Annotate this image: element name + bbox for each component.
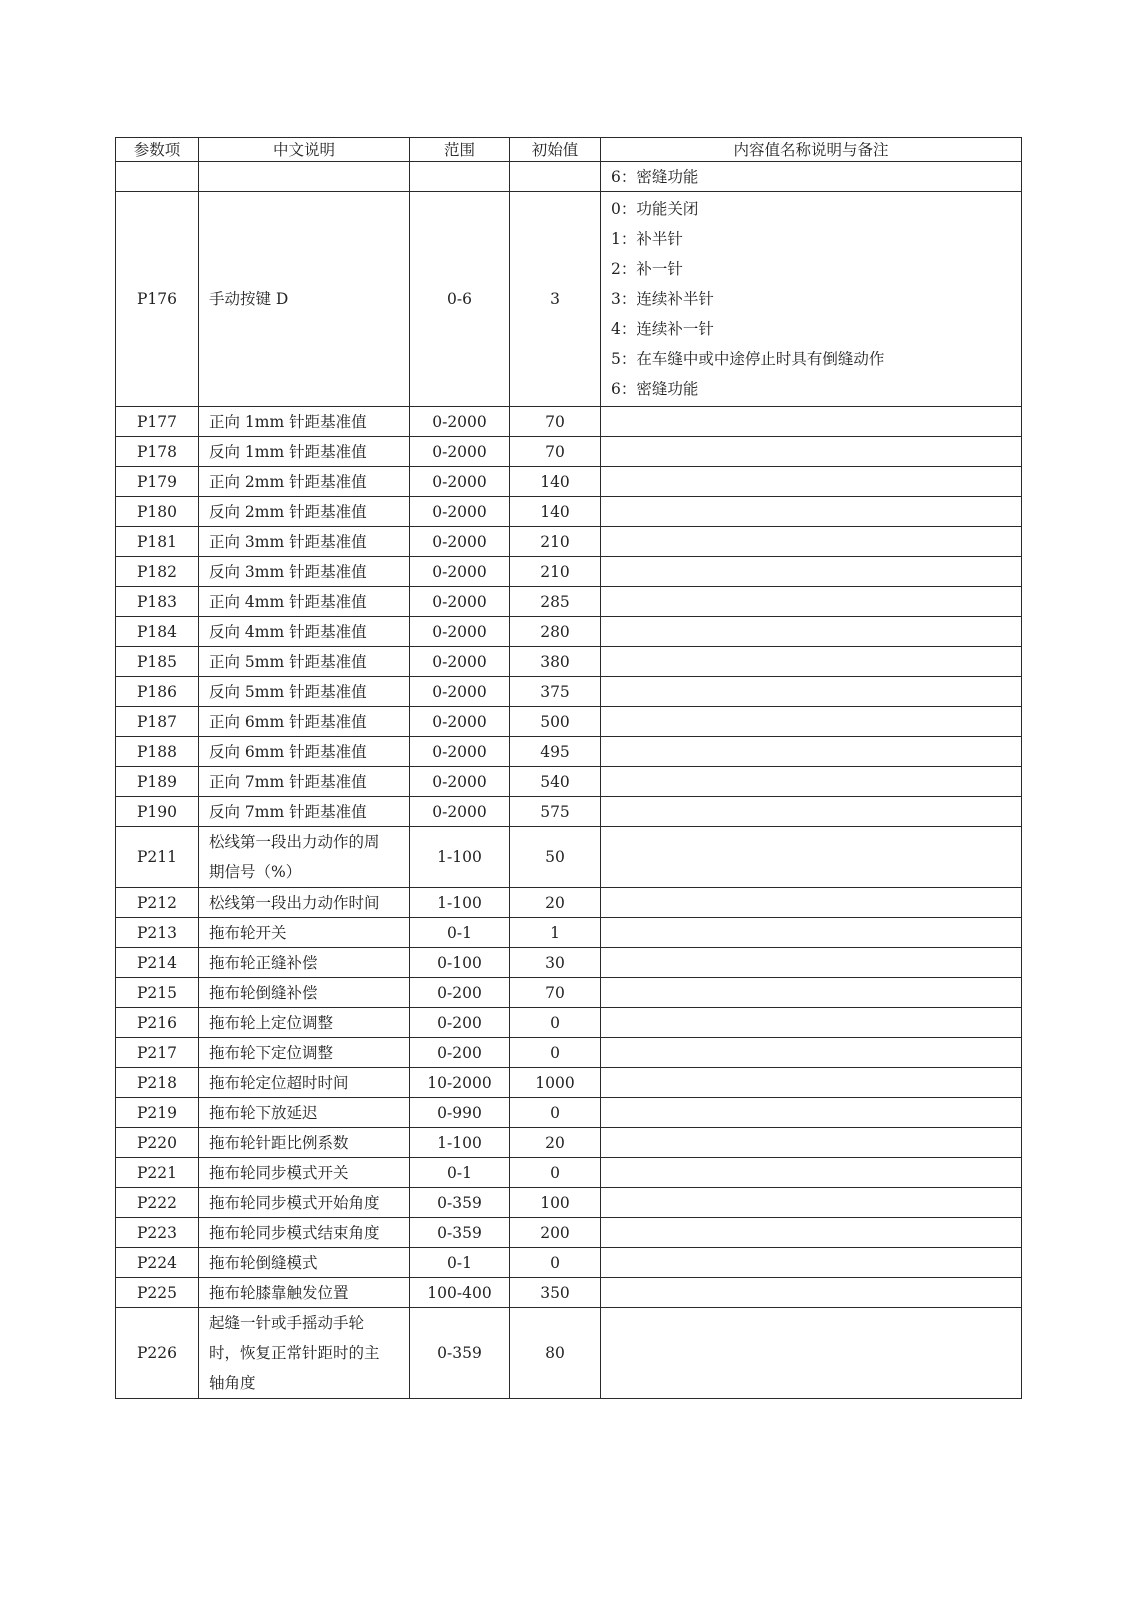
- note-line: 3：连续补半针: [611, 290, 714, 308]
- cell-notes: [601, 1248, 1022, 1278]
- cell-notes: 6：密缝功能: [601, 162, 1022, 192]
- cell-notes: [601, 647, 1022, 677]
- cell-param-id: P180: [116, 497, 199, 527]
- cell-description: 反向 6mm 针距基准值: [199, 737, 410, 767]
- cell-initial-value: 0: [510, 1038, 601, 1068]
- cell-range: 0-2000: [410, 557, 510, 587]
- description-line: 松线第一段出力动作的周: [209, 833, 380, 851]
- header-notes: 内容值名称说明与备注: [601, 138, 1022, 162]
- cell-initial-value: 140: [510, 497, 601, 527]
- cell-param-id: P212: [116, 888, 199, 918]
- note-line: 4：连续补一针: [611, 320, 714, 338]
- header-row: [116, 138, 1022, 162]
- cell-param-id: P216: [116, 1008, 199, 1038]
- cell-range: 0-2000: [410, 617, 510, 647]
- cell-initial-value: 285: [510, 587, 601, 617]
- cell-notes: [601, 737, 1022, 767]
- cell-description: [199, 162, 410, 192]
- cell-param-id: [116, 162, 199, 192]
- cell-description: 正向 3mm 针距基准值: [199, 527, 410, 557]
- table-row: [116, 677, 1022, 707]
- cell-range: 0-200: [410, 1038, 510, 1068]
- table-row: [116, 647, 1022, 677]
- cell-notes: [601, 1008, 1022, 1038]
- cell-range: 100-400: [410, 1278, 510, 1308]
- cell-description: 正向 4mm 针距基准值: [199, 587, 410, 617]
- cell-notes: [601, 1188, 1022, 1218]
- cell-description: 拖布轮开关: [199, 918, 410, 948]
- cell-initial-value: 1000: [510, 1068, 601, 1098]
- cell-range: 0-200: [410, 978, 510, 1008]
- cell-initial-value: 350: [510, 1278, 601, 1308]
- cell-param-id: P217: [116, 1038, 199, 1068]
- table-row: [116, 1158, 1022, 1188]
- cell-description: 正向 2mm 针距基准值: [199, 467, 410, 497]
- table-row: [116, 797, 1022, 827]
- cell-initial-value: 540: [510, 767, 601, 797]
- table-row: [116, 1308, 1022, 1399]
- cell-param-id: P178: [116, 437, 199, 467]
- cell-param-id: P211: [116, 827, 199, 888]
- note-line: 6：密缝功能: [611, 380, 699, 398]
- cell-range: 0-1: [410, 1248, 510, 1278]
- cell-initial-value: [510, 162, 601, 192]
- cell-param-id: P215: [116, 978, 199, 1008]
- table-row: [116, 407, 1022, 437]
- cell-description: 松线第一段出力动作时间: [199, 888, 410, 918]
- cell-description: 反向 1mm 针距基准值: [199, 437, 410, 467]
- table-row: [116, 557, 1022, 587]
- cell-param-id: P224: [116, 1248, 199, 1278]
- table-row: [116, 978, 1022, 1008]
- table-row: [116, 587, 1022, 617]
- cell-param-id: P218: [116, 1068, 199, 1098]
- table-row: [116, 527, 1022, 557]
- table-row: [116, 1248, 1022, 1278]
- cell-param-id: P190: [116, 797, 199, 827]
- cell-param-id: P187: [116, 707, 199, 737]
- table-row: [116, 737, 1022, 767]
- cell-param-id: P189: [116, 767, 199, 797]
- cell-description: 正向 1mm 针距基准值: [199, 407, 410, 437]
- cell-notes: [601, 767, 1022, 797]
- cell-range: 0-2000: [410, 797, 510, 827]
- cell-initial-value: 20: [510, 888, 601, 918]
- cell-range: 0-2000: [410, 527, 510, 557]
- cell-initial-value: 575: [510, 797, 601, 827]
- table-row: [116, 1068, 1022, 1098]
- cell-description: 拖布轮同步模式开始角度: [199, 1188, 410, 1218]
- cell-initial-value: 20: [510, 1128, 601, 1158]
- cell-notes: [601, 1308, 1022, 1399]
- cell-notes: [601, 1158, 1022, 1188]
- cell-description: 反向 7mm 针距基准值: [199, 797, 410, 827]
- header-initial-value: 初始值: [510, 138, 601, 162]
- cell-range: 0-359: [410, 1218, 510, 1248]
- cell-initial-value: 500: [510, 707, 601, 737]
- cell-description: 拖布轮倒缝模式: [199, 1248, 410, 1278]
- table-row: [116, 617, 1022, 647]
- cell-notes: [601, 557, 1022, 587]
- cell-range: 1-100: [410, 1128, 510, 1158]
- cell-notes: [601, 707, 1022, 737]
- cell-range: 0-2000: [410, 647, 510, 677]
- table-row: [116, 1188, 1022, 1218]
- cell-description: 手动按键 D: [199, 192, 410, 407]
- table-row: [116, 437, 1022, 467]
- table-row: [116, 948, 1022, 978]
- cell-param-id: P213: [116, 918, 199, 948]
- cell-description: 反向 5mm 针距基准值: [199, 677, 410, 707]
- cell-initial-value: 200: [510, 1218, 601, 1248]
- cell-initial-value: 30: [510, 948, 601, 978]
- table-row: [116, 918, 1022, 948]
- cell-param-id: P182: [116, 557, 199, 587]
- cell-param-id: P214: [116, 948, 199, 978]
- table-row: [116, 1008, 1022, 1038]
- cell-param-id: P184: [116, 617, 199, 647]
- cell-description: 拖布轮膝靠触发位置: [199, 1278, 410, 1308]
- cell-description: 正向 7mm 针距基准值: [199, 767, 410, 797]
- table-row-p176: [116, 192, 1022, 407]
- cell-param-id: P221: [116, 1158, 199, 1188]
- cell-notes: [601, 797, 1022, 827]
- description-line: 时，恢复正常针距时的主: [209, 1344, 380, 1362]
- cell-notes: [601, 918, 1022, 948]
- cell-initial-value: 3: [510, 192, 601, 407]
- cell-notes: [601, 437, 1022, 467]
- cell-range: 0-2000: [410, 767, 510, 797]
- cell-notes: [601, 467, 1022, 497]
- cell-initial-value: 495: [510, 737, 601, 767]
- description-line: 期信号（%）: [209, 863, 302, 881]
- cell-param-id: P181: [116, 527, 199, 557]
- cell-notes: [601, 587, 1022, 617]
- table-row: [116, 1278, 1022, 1308]
- cell-notes: [601, 497, 1022, 527]
- cell-range: 0-100: [410, 948, 510, 978]
- cell-description: 正向 5mm 针距基准值: [199, 647, 410, 677]
- cell-description: 拖布轮倒缝补偿: [199, 978, 410, 1008]
- cell-initial-value: 280: [510, 617, 601, 647]
- cell-initial-value: 70: [510, 407, 601, 437]
- cell-initial-value: 210: [510, 557, 601, 587]
- header-range: 范围: [410, 138, 510, 162]
- cell-notes: [601, 1068, 1022, 1098]
- table-row: [116, 497, 1022, 527]
- note-line: 2：补一针: [611, 260, 683, 278]
- description-line: 起缝一针或手摇动手轮: [209, 1314, 365, 1332]
- cell-param-id: P176: [116, 192, 199, 407]
- cell-description: [199, 827, 410, 888]
- cell-initial-value: 50: [510, 827, 601, 888]
- cell-param-id: P183: [116, 587, 199, 617]
- cell-param-id: P186: [116, 677, 199, 707]
- cell-notes: [601, 1128, 1022, 1158]
- cell-description: 拖布轮下放延迟: [199, 1098, 410, 1128]
- cell-notes: [601, 407, 1022, 437]
- cell-notes: [601, 527, 1022, 557]
- cell-range: 0-990: [410, 1098, 510, 1128]
- header-param-id: 参数项: [116, 138, 199, 162]
- cell-range: 0-2000: [410, 437, 510, 467]
- cell-initial-value: 70: [510, 437, 601, 467]
- cell-range: 0-359: [410, 1188, 510, 1218]
- description-line: 轴角度: [209, 1374, 256, 1392]
- cell-notes: [601, 1218, 1022, 1248]
- cell-description: 拖布轮下定位调整: [199, 1038, 410, 1068]
- cell-description: 拖布轮定位超时时间: [199, 1068, 410, 1098]
- parameter-table: [115, 137, 1022, 1399]
- cell-param-id: P220: [116, 1128, 199, 1158]
- table-row: [116, 1128, 1022, 1158]
- table-row: [116, 1098, 1022, 1128]
- note-line: 0：功能关闭: [611, 200, 699, 218]
- cell-range: 0-2000: [410, 737, 510, 767]
- cell-notes: [601, 617, 1022, 647]
- table-row: [116, 827, 1022, 888]
- cell-description: 拖布轮同步模式开关: [199, 1158, 410, 1188]
- cell-notes: [601, 948, 1022, 978]
- table-row: [116, 707, 1022, 737]
- cell-range: [410, 162, 510, 192]
- cell-description: 拖布轮上定位调整: [199, 1008, 410, 1038]
- cell-description: 反向 3mm 针距基准值: [199, 557, 410, 587]
- cell-range: 10-2000: [410, 1068, 510, 1098]
- note-line: 1：补半针: [611, 230, 683, 248]
- cell-range: 0-2000: [410, 677, 510, 707]
- cell-param-id: P188: [116, 737, 199, 767]
- cell-param-id: P177: [116, 407, 199, 437]
- cell-notes: [601, 1038, 1022, 1068]
- header-description: 中文说明: [199, 138, 410, 162]
- cell-range: 0-6: [410, 192, 510, 407]
- cell-range: 0-2000: [410, 467, 510, 497]
- table-row: [116, 1218, 1022, 1248]
- continuation-row: [116, 162, 1022, 192]
- cell-description: 反向 2mm 针距基准值: [199, 497, 410, 527]
- cell-notes: [601, 888, 1022, 918]
- table-row: [116, 467, 1022, 497]
- cell-initial-value: 0: [510, 1158, 601, 1188]
- cell-notes: [601, 827, 1022, 888]
- table-row: [116, 1038, 1022, 1068]
- cell-description: 拖布轮正缝补偿: [199, 948, 410, 978]
- cell-description: 拖布轮针距比例系数: [199, 1128, 410, 1158]
- cell-initial-value: 0: [510, 1248, 601, 1278]
- cell-range: 0-1: [410, 1158, 510, 1188]
- cell-description: 拖布轮同步模式结束角度: [199, 1218, 410, 1248]
- cell-initial-value: 380: [510, 647, 601, 677]
- cell-param-id: P179: [116, 467, 199, 497]
- cell-range: 0-2000: [410, 707, 510, 737]
- cell-param-id: P223: [116, 1218, 199, 1248]
- cell-param-id: P185: [116, 647, 199, 677]
- cell-range: 0-1: [410, 918, 510, 948]
- cell-notes: [601, 978, 1022, 1008]
- note-line: 5：在车缝中或中途停止时具有倒缝动作: [611, 350, 885, 368]
- cell-param-id: P222: [116, 1188, 199, 1218]
- cell-initial-value: 0: [510, 1098, 601, 1128]
- cell-range: 0-359: [410, 1308, 510, 1399]
- cell-range: 0-2000: [410, 587, 510, 617]
- cell-initial-value: 375: [510, 677, 601, 707]
- cell-initial-value: 100: [510, 1188, 601, 1218]
- cell-initial-value: 0: [510, 1008, 601, 1038]
- cell-initial-value: 70: [510, 978, 601, 1008]
- cell-description: 反向 4mm 针距基准值: [199, 617, 410, 647]
- cell-range: 0-200: [410, 1008, 510, 1038]
- cell-initial-value: 210: [510, 527, 601, 557]
- cell-initial-value: 1: [510, 918, 601, 948]
- cell-param-id: P219: [116, 1098, 199, 1128]
- cell-range: 0-2000: [410, 407, 510, 437]
- cell-notes: [601, 1098, 1022, 1128]
- cell-param-id: P226: [116, 1308, 199, 1399]
- table-row: [116, 888, 1022, 918]
- cell-description: 正向 6mm 针距基准值: [199, 707, 410, 737]
- cell-notes: [601, 192, 1022, 407]
- cell-initial-value: 80: [510, 1308, 601, 1399]
- cell-notes: [601, 677, 1022, 707]
- cell-range: 1-100: [410, 888, 510, 918]
- cell-range: 1-100: [410, 827, 510, 888]
- cell-initial-value: 140: [510, 467, 601, 497]
- cell-description: [199, 1308, 410, 1399]
- cell-notes: [601, 1278, 1022, 1308]
- cell-range: 0-2000: [410, 497, 510, 527]
- table-row: [116, 767, 1022, 797]
- cell-param-id: P225: [116, 1278, 199, 1308]
